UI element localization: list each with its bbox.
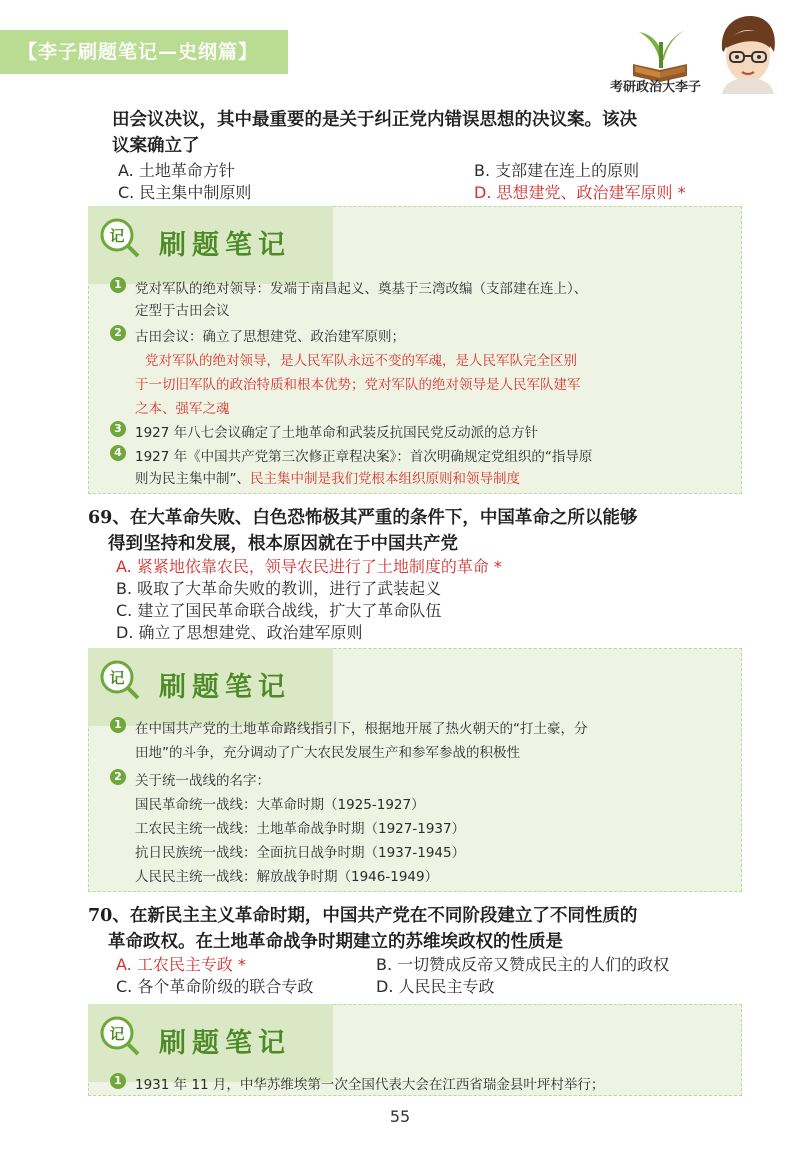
logo-text: 考研政治大李子 [610, 80, 702, 95]
note1-item4-line2-text: 则为民主集中制”、 [135, 471, 250, 487]
q68-option-d-answer: D. 思想建党、政治建军原则 * [474, 183, 686, 202]
note2-item1-line2: 田地”的斗争，充分调动了广大农民发展生产和参军参战的积极性 [135, 745, 520, 761]
q70-option-c: C. 各个革命阶级的联合专政 [116, 977, 314, 996]
q69-option-b: B. 吸取了大革命失败的教训，进行了武装起义 [116, 579, 442, 598]
q68-option-c: C. 民主集中制原则 [118, 183, 252, 202]
note-magnifier-icon [97, 215, 141, 259]
bullet-1: 1 [110, 277, 126, 293]
svg-text:记: 记 [109, 669, 125, 687]
bullet-4: 4 [110, 445, 126, 461]
bullet-1: 1 [110, 1073, 126, 1089]
svg-text:记: 记 [109, 227, 125, 245]
bullet-1: 1 [110, 717, 126, 733]
note-magnifier-icon [97, 657, 141, 701]
series-title: 【李子刷题笔记—史纲篇】 [18, 41, 259, 63]
q70-stem-line1: 70、在新民主主义革命时期，中国共产党在不同阶段建立了不同性质的 [88, 906, 638, 926]
note1-item2-red2: 于一切旧军队的政治特质和根本优势；党对军队的绝对领导是人民军队建军 [135, 377, 581, 393]
q70-option-d: D. 人民民主专政 [376, 977, 495, 996]
note-box-1 [88, 206, 742, 494]
avatar-icon [712, 12, 784, 94]
bullet-2: 2 [110, 325, 126, 341]
note1-item4-red-tail: 民主集中制是我们党根本组织原则和领导制度 [250, 471, 520, 487]
q70-option-a-answer: A. 工农民主专政 * [116, 955, 246, 974]
note1-item1-line1: 党对军队的绝对领导：发端于南昌起义、奠基于三湾改编（支部建在连上）、 [135, 281, 588, 297]
bullet-2: 2 [110, 769, 126, 785]
front-workers-peasants: 工农民主统一战线：土地革命战争时期（1927-1937） [135, 821, 466, 837]
q68-stem-line1: 田会议决议，其中最重要的是关于纠正党内错误思想的决议案。该决 [112, 110, 637, 130]
note1-item3-line1: 1927 年八七会议确定了土地革命和武装反抗国民党反动派的总方针 [135, 425, 539, 441]
q68-option-a: A. 土地革命方针 [118, 161, 235, 180]
q69-stem-line2: 得到坚持和发展，根本原因就在于中国共产党 [108, 534, 458, 554]
q69-option-a-answer: A. 紧紧地依靠农民，领导农民进行了土地制度的革命 * [116, 557, 502, 576]
q69-option-c: C. 建立了国民革命联合战线，扩大了革命队伍 [116, 601, 442, 620]
note1-item4-line2 [135, 467, 520, 487]
note1-item2-red1: 党对军队的绝对领导，是人民军队永远不变的军魂，是人民军队完全区别 [145, 353, 577, 369]
q70-stem-line2: 革命政权。在土地革命战争时期建立的苏维埃政权的性质是 [108, 932, 563, 952]
note3-item1: 1931 年 11 月，中华苏维埃第一次全国代表大会在江西省瑞金县叶坪村举行； [135, 1077, 605, 1093]
note2-item2-head: 关于统一战线的名字： [135, 773, 270, 789]
note-box-3 [88, 1004, 742, 1096]
bullet-3: 3 [110, 421, 126, 437]
q69-option-d: D. 确立了思想建党、政治建军原则 [116, 623, 363, 642]
note-title: 刷题笔记 [159, 672, 291, 703]
note-title: 刷题笔记 [159, 230, 291, 261]
note1-item1-line2: 定型于古田会议 [135, 303, 230, 319]
note1-item2-red3: 之本、强军之魂 [135, 401, 230, 417]
q68-stem-line2: 议案确立了 [112, 136, 200, 156]
svg-text:记: 记 [109, 1025, 125, 1043]
series-banner [0, 30, 288, 74]
q70-option-b: B. 一切赞成反帝又赞成民主的人们的政权 [376, 955, 670, 974]
front-national-revolution: 国民革命统一战线：大革命时期（1925-1927） [135, 797, 425, 813]
note-title: 刷题笔记 [159, 1028, 291, 1059]
note-box-2 [88, 648, 742, 892]
q69-stem-line1: 69、在大革命失败、白色恐怖极其严重的条件下，中国革命之所以能够 [88, 508, 638, 528]
note1-item2-line1: 古田会议：确立了思想建党、政治建军原则； [135, 329, 405, 345]
q68-option-b: B. 支部建在连上的原则 [474, 161, 640, 180]
front-peoples-democratic: 人民民主统一战线：解放战争时期（1946-1949） [135, 869, 439, 885]
note-magnifier-icon [97, 1013, 141, 1057]
front-anti-japanese: 抗日民族统一战线：全面抗日战争时期（1937-1945） [135, 845, 466, 861]
page-number: 55 [389, 1107, 411, 1126]
note2-item1-line1: 在中国共产党的土地革命路线指引下，根据地开展了热火朝天的“打土豪，分 [135, 721, 588, 737]
note1-item4-line1: 1927 年《中国共产党第三次修正章程决案》：首次明确规定党组织的“指导原 [135, 449, 593, 465]
